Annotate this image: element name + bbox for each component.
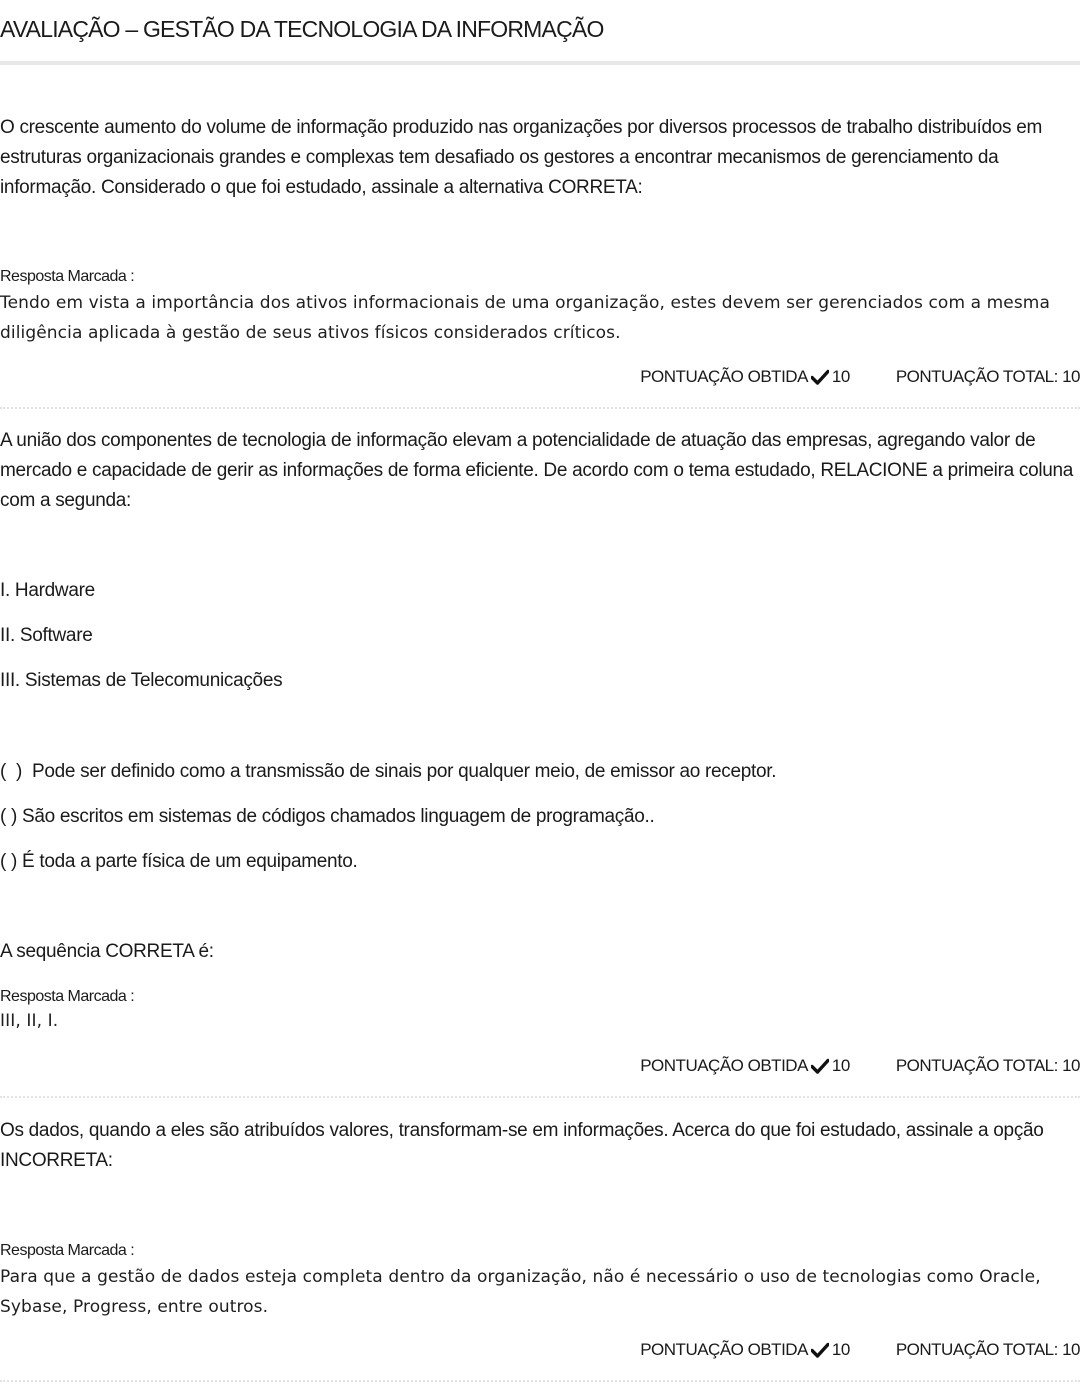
score-row xyxy=(640,1340,1080,1360)
answer-text: Tendo em vista a importância dos ativos informacionais de uma organização, estes devem ser gerenciados com a mesma diligência aplicada à gestão de seus ativos físicos considerados críticos. xyxy=(0,293,1050,343)
question-2-options xyxy=(0,757,1080,877)
question-3 xyxy=(0,1116,1080,1176)
answer-text: Para que a gestão de dados esteja completa dentro da organização, não é necessário o uso de tecnologias como Oracle, Sybase, Progress, entre outros. xyxy=(0,1267,1041,1317)
question-divider xyxy=(0,1380,1080,1382)
question-3-answer xyxy=(0,1240,1080,1322)
score-obtained-label: PONTUAÇÃO OBTIDA xyxy=(640,1056,808,1075)
question-divider xyxy=(0,1096,1080,1098)
score-total: PONTUAÇÃO TOTAL: 10 xyxy=(895,1056,1080,1075)
answer-label: Resposta Marcada : xyxy=(0,1242,135,1259)
list-item: II. Software xyxy=(0,625,93,646)
list-item: ( ) Pode ser definido como a transmissão de sinais por qualquer meio, de emissor ao receptor. xyxy=(0,761,777,782)
answer-text: III, II, I. xyxy=(0,1011,59,1031)
question-2-prompt: A união dos componentes de tecnologia de informação elevam a potencialidade de atuação das empresas, agregando valor de mercado e capacidade de gerir as informações de forma eficiente. De acordo com o tema estudado, RELACIONE a primeira coluna com a segunda: xyxy=(0,430,1074,511)
question-2 xyxy=(0,426,1080,516)
check-icon xyxy=(811,1058,829,1074)
title-divider xyxy=(0,61,1080,65)
score-obtained-value: 10 xyxy=(831,367,850,386)
question-1 xyxy=(0,113,1080,203)
question-2-closing xyxy=(0,937,1080,967)
question-2-items xyxy=(0,576,1080,696)
score-obtained-label: PONTUAÇÃO OBTIDA xyxy=(640,1340,808,1359)
page-title: AVALIAÇÃO – GESTÃO DA TECNOLOGIA DA INFORMAÇÃO xyxy=(0,16,604,42)
list-item: ( ) É toda a parte física de um equipamento. xyxy=(0,851,358,872)
score-total: PONTUAÇÃO TOTAL: 10 xyxy=(895,367,1080,386)
list-item: ( ) São escritos em sistemas de códigos chamados linguagem de programação.. xyxy=(0,806,655,827)
check-icon xyxy=(811,1342,829,1358)
score-row xyxy=(640,367,1080,387)
question-3-prompt: Os dados, quando a eles são atribuídos valores, transformam-se em informações. Acerca do que foi estudado, assinale a opção INCORRETA: xyxy=(0,1120,1044,1171)
list-item: III. Sistemas de Telecomunicações xyxy=(0,670,283,691)
question-1-answer xyxy=(0,266,1080,348)
list-item: I. Hardware xyxy=(0,580,95,601)
question-2-closing-text: A sequência CORRETA é: xyxy=(0,941,214,962)
score-obtained-label: PONTUAÇÃO OBTIDA xyxy=(640,367,808,386)
check-icon xyxy=(811,369,829,385)
score-total: PONTUAÇÃO TOTAL: 10 xyxy=(895,1340,1080,1359)
score-row xyxy=(640,1056,1080,1076)
score-obtained-value: 10 xyxy=(831,1056,850,1075)
question-2-answer xyxy=(0,986,1080,1034)
score-obtained-value: 10 xyxy=(831,1340,850,1359)
question-1-prompt: O crescente aumento do volume de informação produzido nas organizações por diversos processos de trabalho distribuídos em estruturas organizacionais grandes e complexas tem desafiado os gestores a encontrar mecanismos de gerenciamento da informação. Considerado o que foi estudado, assinale a alternativa CORRETA: xyxy=(0,117,1043,198)
answer-label: Resposta Marcada : xyxy=(0,988,135,1005)
question-divider xyxy=(0,407,1080,409)
answer-label: Resposta Marcada : xyxy=(0,268,135,285)
